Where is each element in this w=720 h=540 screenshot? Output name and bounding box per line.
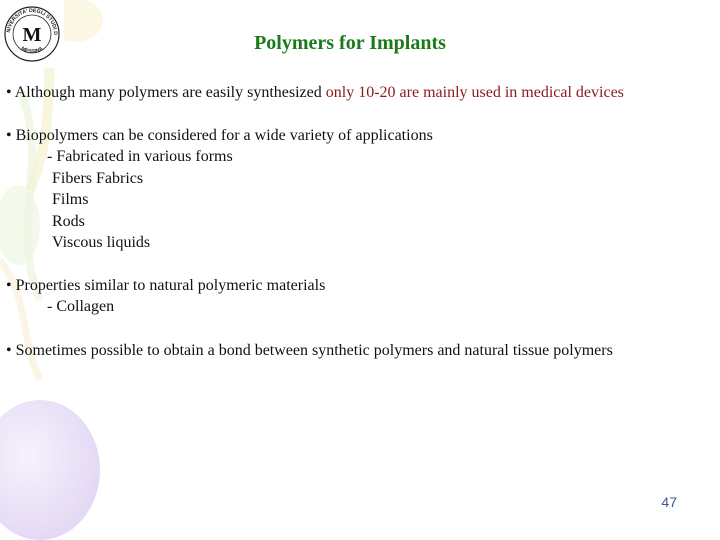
bullet-properties: • Properties similar to natural polymeric materials [6, 276, 326, 294]
slide-title-text: Polymers for Implants [254, 32, 446, 54]
sub-fabricated-forms: - Fabricated in various forms [47, 148, 233, 165]
form-item: Rods [52, 212, 85, 230]
logo-monogram: M [22, 24, 42, 46]
logo-ring-text-top: NIVERSITA' DEGLI STUDI D [5, 7, 59, 36]
bullet-polymers-count-text: • Although many polymers are easily synthesized [6, 84, 326, 101]
bullet-biopolymers: • Biopolymers can be considered for a wide variety of applications [6, 126, 433, 144]
page-number: 47 [661, 494, 677, 510]
sub-collagen: - Collagen [47, 298, 115, 315]
bullet-polymers-count [6, 82, 716, 104]
bullet-polymers-count-highlight: only 10-20 are mainly used in medical devices [325, 84, 624, 101]
form-item: Viscous liquids [52, 234, 151, 251]
logo-ring-text-bottom: MESSINA [19, 45, 45, 55]
form-item: Fibers Fabrics [52, 169, 144, 187]
slide-title [0, 32, 700, 55]
form-item: Films [52, 191, 89, 208]
slide-content [6, 82, 716, 361]
bullet-bond: • Sometimes possible to obtain a bond between synthetic polymers and natural tissue polymers [6, 341, 613, 359]
